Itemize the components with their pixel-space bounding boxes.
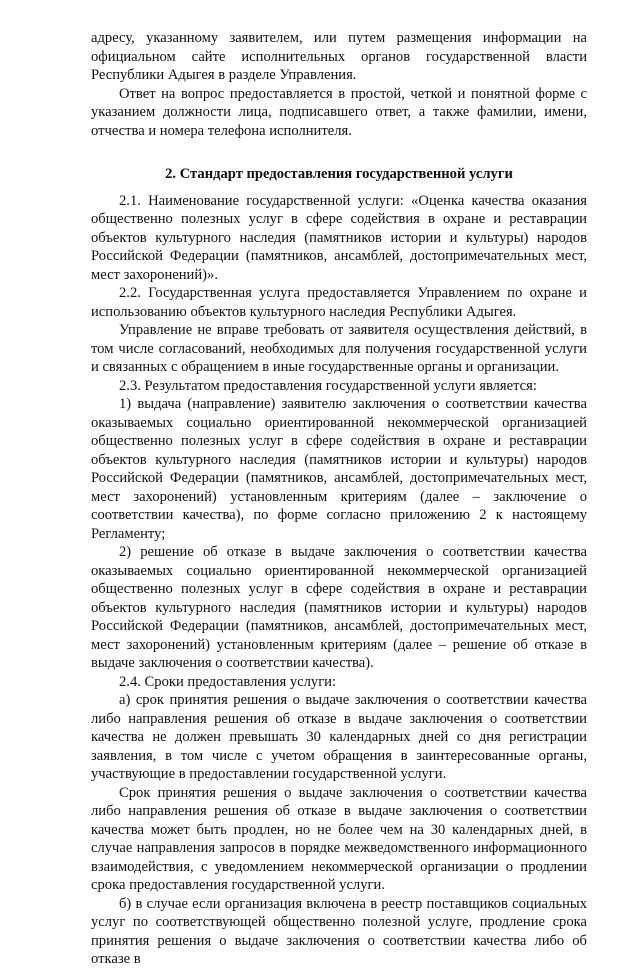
paragraph-term-a: а) срок принятия решения о выдаче заключения о соответствии качества либо направления решения об отказе в выдаче заключения о соответствии качества не должен превышать 30 календарных дней со дня регистрации заявления, в том числе с учетом обращения в заинтересованные органы, участвующие в предоставлении государственной услуги.	[91, 692, 587, 782]
paragraph-result-1: 1) выдача (направление) заявителю заключения о соответствии качества оказываемых социально ориентированной некоммерческой организацией общественно полезных услуг в сфере содействия в охране и реставрации объектов культурного наследия (памятников истории и культуры) народов Российской Федерации (памятников, ансамблей, достопримечательных мест, мест захоронений) установленным критериям (далее – заключение о соответствии качества), по форме согласно приложению 2 к настоящему Регламенту;	[91, 396, 587, 542]
paragraph-restriction: Управление не вправе требовать от заявителя осуществления действий, в том числе согласований, необходимых для получения государственной услуги и связанных с обращением в иные государственные органы и организации.	[91, 322, 587, 375]
paragraph-2-4: 2.4. Сроки предоставления услуги:	[119, 673, 337, 690]
paragraph-term-extension: Срок принятия решения о выдаче заключения о соответствии качества либо направления решения об отказе в выдаче заключения о соответствии качества может быть продлен, но не более чем на 30 календарных дней, в случае направления запросов в порядке межведомственного информационного взаимодействия, с уведомлением некоммерческой организации о продлении срока предоставления государственной услуги.	[91, 784, 587, 893]
paragraph-term-b: б) в случае если организация включена в реестр поставщиков социальных услуг по соответствующей общественно полезной услуге, продление срока принятия решения о выдаче заключения о соответствии качества либо об отказе в	[91, 895, 587, 967]
paragraph-answer-format: Ответ на вопрос предоставляется в простой, четкой и понятной форме с указанием должности лица, подписавшего ответ, а также фамилии, имени, отчества и номера телефона исполнителя.	[91, 85, 587, 139]
paragraph-2-1: 2.1. Наименование государственной услуги: «Оценка качества оказания общественно полезных услуг в сфере содействия в охране и реставрации объектов культурного наследия (памятников истории и культуры) народов Российской Федерации (памятников, ансамблей, достопримечательных мест, мест захоронений)».	[91, 192, 587, 283]
paragraph-continuation: адресу, указанному заявителем, или путем размещения информации на официальном сайте исполнительных органов государственной власти Республики Адыгея в разделе Управления.	[91, 30, 587, 83]
document-body	[91, 29, 587, 969]
paragraph-result-2: 2) решение об отказе в выдаче заключения о соответствии качества оказываемых социально ориентированной некоммерческой организацией общественно полезных услуг в сфере содействия в охране и реставрации объектов культурного наследия (памятников истории и культуры) народов Российской Федерации (памятников, ансамблей, достопримечательных мест, мест захоронений) установленным критериям (далее – решение об отказе в выдаче заключения о соответствии качества).	[91, 544, 587, 671]
paragraph-2-3: 2.3. Результатом предоставления государственной услуги является:	[119, 377, 537, 394]
section-heading: 2. Стандарт предоставления государственной услуги	[165, 166, 513, 182]
paragraph-2-2: 2.2. Государственная услуга предоставляется Управлением по охране и использованию объектов культурного наследия Республики Адыгея.	[91, 285, 587, 320]
